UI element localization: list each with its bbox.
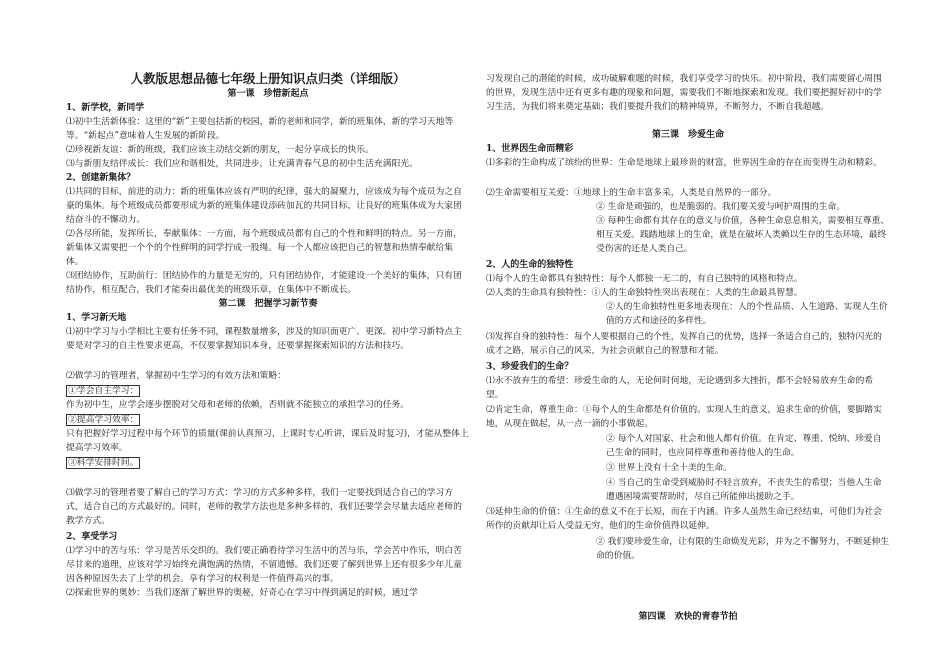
lesson-1-heading: 第一课 珍惜新起点 [227, 89, 309, 99]
paragraph: ⑴多彩的生命构成了缤纷的世界：生命是地球上最珍贵的财富，世界因生命的存在而变得生动和精彩。 [486, 158, 882, 168]
paragraph: ⑵生命需要相互关爱：①地球上的生命丰富多采，人类是自然界的一部分。 [486, 188, 777, 198]
paragraph: ③ 世界上没有十全十美的生命。 [606, 463, 732, 473]
paragraph: ③ 每种生命都有其存在的意义与价值，各种生命息息相关，需要相互尊重、相互关爱。践踏地球上的生命，就是在破坏人类赖以生存的生态环境，最终受伤害的还是人类自己。 [596, 216, 890, 254]
section-heading: 1、新学校，新同学 [66, 103, 145, 113]
section-heading: 2、创建新集体？ [66, 173, 136, 183]
boxed-subheading: ③科学安排时间。 [68, 458, 139, 468]
paragraph: 只有把握好学习过程中每个环节的质量(课前认真预习，上课时专心听讲，课后及时复习)，才能从整体上提高学习效率。 [66, 429, 469, 453]
paragraph: ④ 当自己的生命受到威胁时不轻言放弃，不丧失生的希望；当他人生命遭遇困境需要帮助时，尽自己所能伸出援助之手。 [606, 478, 882, 502]
paragraph: ②人的生命独特性更多地表现在：人的个性品质、人生道路、实现人生价值的方式和途径的多样性。 [606, 302, 888, 326]
paragraph: ⑴每个人的生命都具有独特性：每个人都独一无二的，有自己独特的风格和特点。 [486, 274, 803, 284]
paragraph: ⑶与新朋友结伴成长：我们应和谐相处，共同进步，让充满青春气息的初中生活充满阳光。 [66, 159, 418, 169]
section-heading: 2、人的生命的独特性 [486, 260, 574, 270]
section-heading: 1、学习新天地 [66, 313, 127, 323]
paragraph: ⑶延伸生命的价值：①生命的意义不在于长短，而在于内涵。许多人虽然生命已经结束，可他们为社会所作的贡献却让后人受益无穷，他们的生命价值得以延伸。 [486, 507, 882, 531]
paragraph: ⑵珍视新友谊：新的班级，我们应该主动结交新的朋友，一起分享成长的快乐。 [66, 145, 374, 155]
section-heading: 3、珍爱我们的生命？ [486, 362, 574, 372]
paragraph: 作为初中生，应学会逐步摆脱对父母和老师的依赖，否则就不能独立的承担学习的任务。 [66, 400, 410, 410]
boxed-subheading: ②提高学习效率： [68, 415, 139, 425]
paragraph: ② 生命是顽强的，也是脆弱的。我们要关爱与呵护周围的生命。 [596, 202, 846, 212]
section-heading: 2、享受学习 [66, 532, 118, 542]
paragraph: ⑶发挥自身的独特性：每个人要根据自己的个性，发挥自己的优势，选择一条适合自己的，独特闪光的成才之路，展示自己的风采，为社会贡献自己的智慧和才能。 [486, 332, 882, 356]
paragraph: ⑴共同的目标，前进的动力：新的班集体应该有严明的纪律，强大的凝聚力，应该成为每个成员为之自豪的集体。每个班级成员都要形成为新的班集体建设添砖加瓦的共同目标，让良好的班集体成为大家团结奋斗的不懈动力。 [66, 187, 462, 225]
section-heading: 1、世界因生命而精彩 [486, 144, 574, 154]
document-title: 人教版思想品德七年级上册知识点归类（详细版） [130, 71, 406, 86]
paragraph: ⑵人类的生命具有独特性：①人的生命独特性突出表现在：人类的生命最具智慧。 [486, 288, 803, 298]
paragraph: ⑵探索世界的奥妙：当我们逐渐了解世界的奥秘，好奇心在学习中得到满足的时候，通过学 [66, 588, 418, 598]
paragraph: ⑵做学习的管理者，掌握初中生学习的有效方法和策略： [66, 371, 286, 381]
lesson-3-heading: 第三课 珍爱生命 [651, 130, 724, 140]
paragraph: ⑶做学习的管理者要了解自己的学习方式：学习的方式多种多样，我们一定要找到适合自己的学习方式，适合自己的方式最好的。同时，老师的教学方法也是多种多样的，我们还要学会尽量去适应老师的教学方式。 [66, 488, 462, 526]
paragraph: ⑶团结协作，互助前行：团结协作的力量是无穷的，只有团结协作，才能建设一个美好的集体，只有团结协作，相互配合，我们才能奏出最优美的班级乐章，在集体中不断成长。 [66, 271, 462, 295]
paragraph: ⑴永不放弃生的希望：珍爱生命的人，无论何时何地，无论遇到多大挫折，都不会轻易放弃生命的希望。 [486, 376, 874, 400]
paragraph: ② 每个人对国家、社会和他人都有价值。在肯定、尊重、悦纳、珍爱自己生命的同时，也应同样尊重和善待他人的生命。 [606, 434, 882, 458]
lesson-2-heading: 第二课 把握学习新节奏 [218, 299, 318, 309]
paragraph: ⑴学习中的苦与乐：学习是苦乐交织的。我们要正确看待学习生活中的苦与乐，学会苦中作乐，明白苦尽甘来的道理，应该对学习始终充满饱满的热情，不留遗憾。我们还要了解到世界上还有很多少年儿童因各种原因失去了上学的机会。享有学习的权利是一件值得高兴的事。 [66, 546, 462, 584]
paragraph: ② 我们要珍爱生命，让有限的生命焕发光彩，并为之不懈努力，不断延伸生命的价值。 [596, 537, 890, 561]
boxed-subheading: ①学会自主学习： [68, 386, 139, 396]
paragraph: ⑵肯定生命，尊重生命：①每个人的生命都是有价值的。实现人生的意义，追求生命的价值，要脚踏实地，从现在做起，从一点一滴的小事做起。 [486, 405, 882, 429]
paragraph: ⑴初中生活新体验：这里的“新”主要包括新的校园，新的老师和同学，新的班集体，新的学习天地等等。“新起点”意味着人生发展的新阶段。 [66, 117, 454, 141]
lesson-4-heading: 第四课 欢快的青春节拍 [638, 612, 738, 622]
paragraph: 习发现自己的潜能的时候，成功破解难题的时候，我们享受学习的快乐。初中阶段，我们需要留心周围的世界，发现生活中还有更多有趣的现象和问题，需要我们不断地探索和发现。我们要把握好初中的学习生活，为我们将来奠定基础；我们要提升我们的精神境界，不断努力，不断自我超越。 [486, 74, 882, 112]
paragraph: ⑴初中学习与小学相比主要有任务不同，课程数量增多，涉及的知识面更广、更深。初中学习新特点主要是对学习的自主性要求更高，不仅要掌握知识本身，还要掌握探索知识的方法和技巧。 [66, 327, 462, 351]
paragraph: ⑵各尽所能，发挥所长，奉献集体：一方面，每个班级成员都有自己的个性和鲜明的特点。另一方面，新集体又需要把一个个的个性鲜明的同学拧成一股绳。每一个人都应该把自己的智慧和热情奉献给集体。 [66, 229, 462, 267]
